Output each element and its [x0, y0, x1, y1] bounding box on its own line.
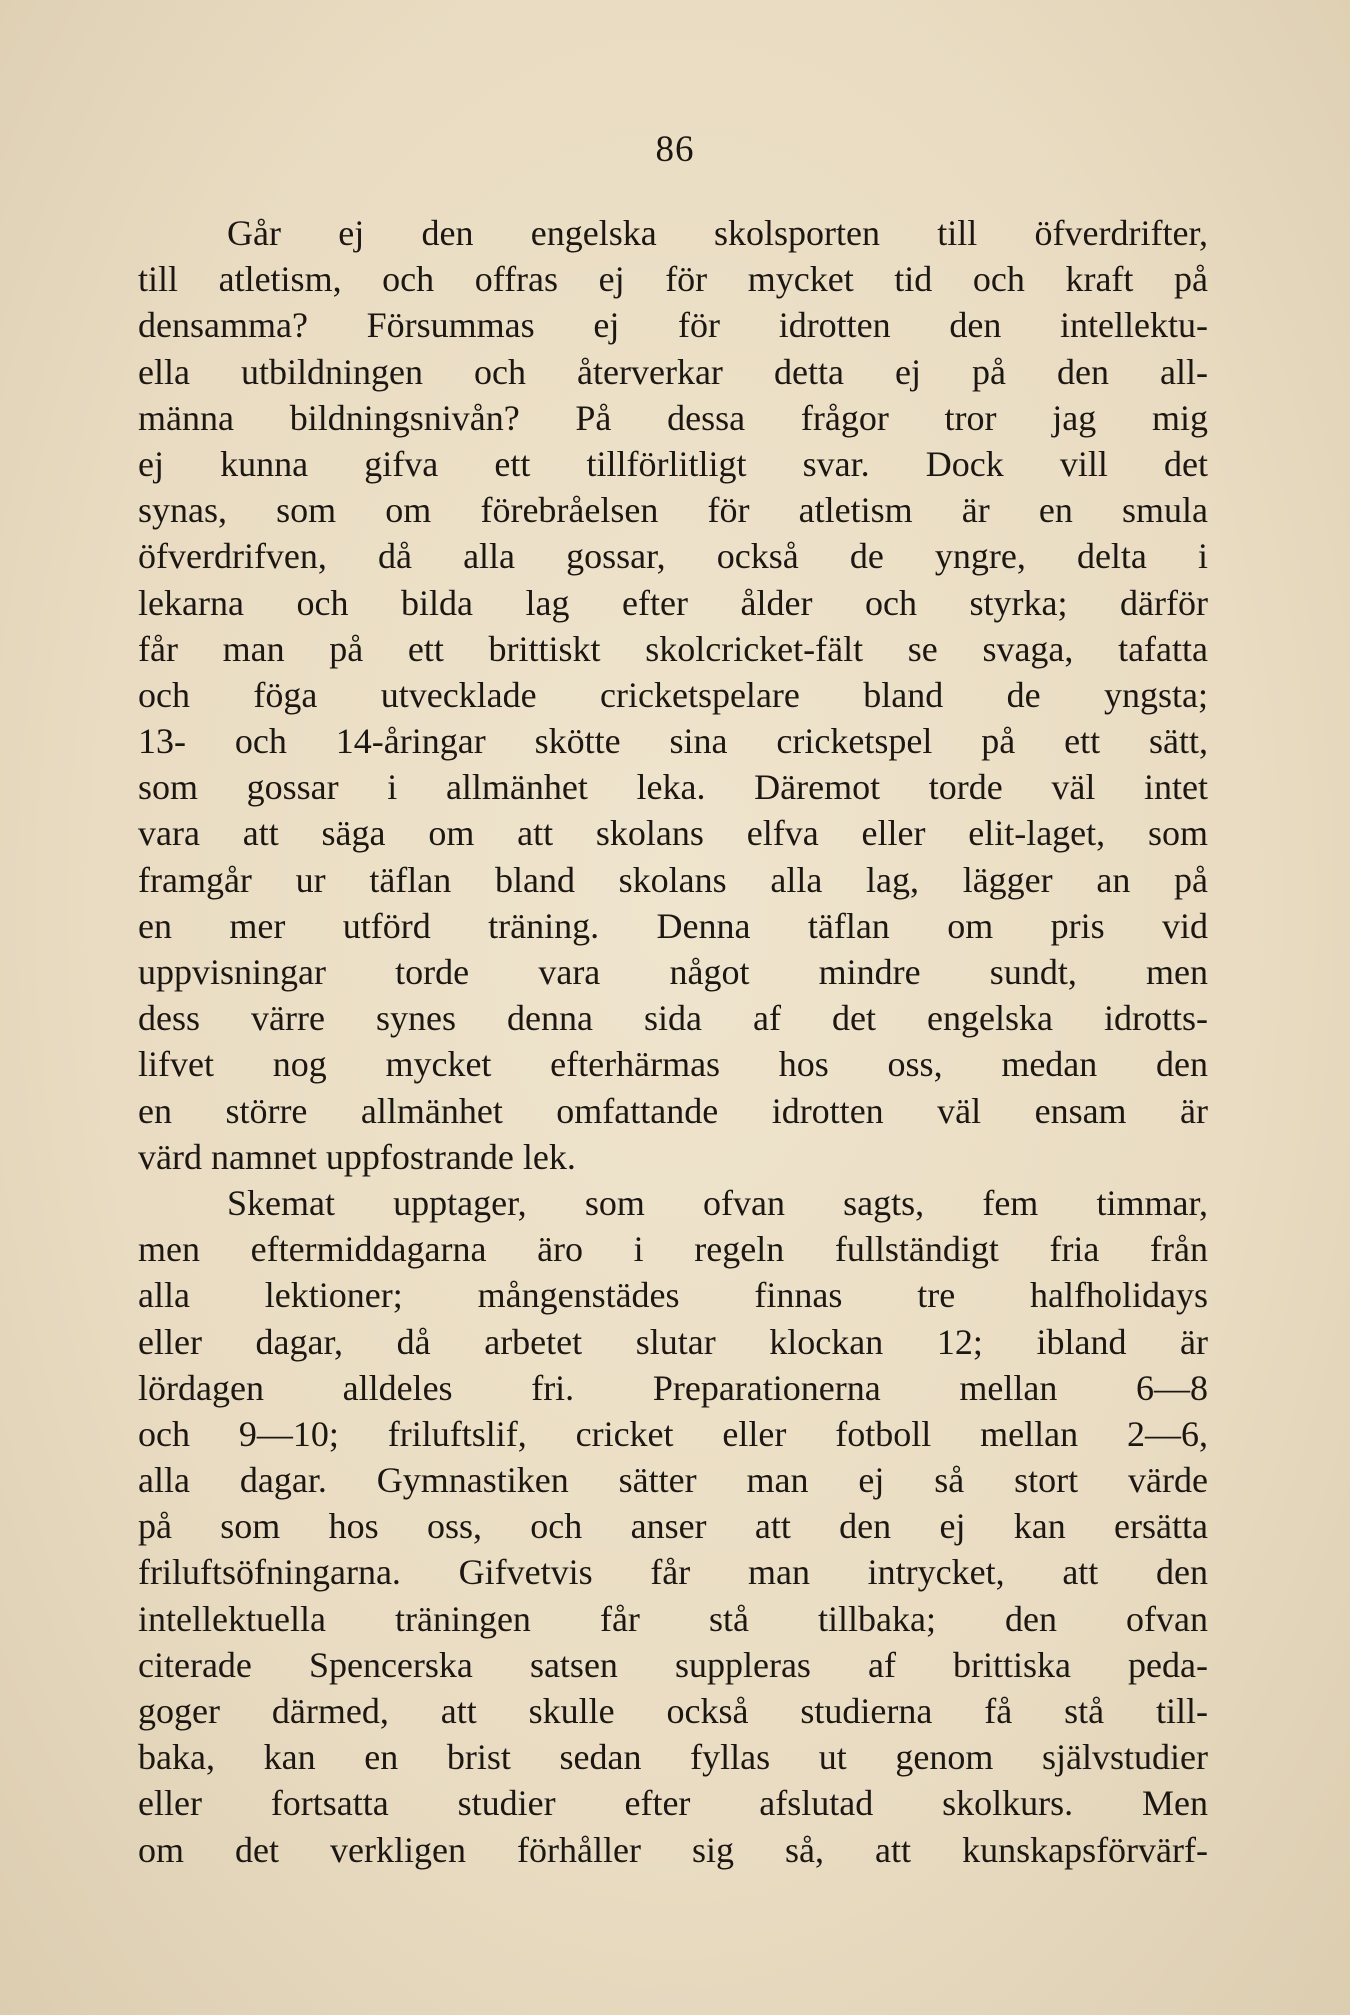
text-line: densamma? Försummas ej för idrotten den intellektu-: [138, 305, 1208, 346]
text-line: alla dagar. Gymnastiken sätter man ej så stort värde: [138, 1460, 1208, 1501]
text-line: dess värre synes denna sida af det engelska idrotts-: [138, 998, 1208, 1039]
text-line: eller fortsatta studier efter afslutad skolkurs. Men: [138, 1783, 1208, 1824]
text-line: om det verkligen förhåller sig så, att kunskapsförvärf-: [138, 1829, 1208, 1870]
text-line: öfverdrifven, då alla gossar, också de yngre, delta i: [138, 536, 1208, 577]
text-line: ej kunna gifva ett tillförlitligt svar. Dock vill det: [138, 443, 1208, 484]
text-line: till atletism, och offras ej för mycket tid och kraft på: [138, 259, 1208, 300]
text-line: goger därmed, att skulle också studierna få stå till-: [138, 1691, 1208, 1731]
text-line: intellektuella träningen får stå tillbaka; den ofvan: [138, 1598, 1208, 1639]
text-line: på som hos oss, och anser att den ej kan ersätta: [138, 1506, 1208, 1547]
paragraph-2: [138, 1180, 1208, 1873]
paragraph-1: [138, 210, 1208, 1180]
text-line: vara att säga om att skolans elfva eller elit-laget, som: [138, 813, 1208, 854]
text-line: Går ej den engelska skolsporten till öfverdrifter,: [227, 213, 1208, 253]
text-line: och föga utvecklade cricketspelare bland de yngsta;: [138, 674, 1208, 715]
text-line: uppvisningar torde vara något mindre sundt, men: [138, 952, 1208, 992]
text-line: citerade Spencerska satsen suppleras af brittiska peda-: [138, 1644, 1208, 1685]
text-line: och 9—10; friluftslif, cricket eller fotboll mellan 2—6,: [138, 1413, 1208, 1454]
text-line: en större allmänhet omfattande idrotten väl ensam är: [138, 1090, 1208, 1131]
page-number: 86: [655, 129, 695, 170]
text-line: männa bildningsnivån? På dessa frågor tror jag mig: [138, 397, 1208, 438]
text-line: lifvet nog mycket efterhärmas hos oss, medan den: [138, 1044, 1208, 1085]
text-line: en mer utförd träning. Denna täflan om pris vid: [138, 905, 1208, 946]
text-line: men eftermiddagarna äro i regeln fullständigt fria från: [138, 1229, 1208, 1270]
text-line: synas, som om förebråelsen för atletism är en smula: [138, 490, 1208, 531]
text-line: lördagen alldeles fri. Preparationerna mellan 6—8: [138, 1367, 1208, 1408]
text-line: får man på ett brittiskt skolcricket-fält se svaga, tafatta: [138, 628, 1208, 669]
text-line: 13- och 14-åringar skötte sina cricketspel på ett sätt,: [138, 721, 1208, 762]
text-line: Skemat upptager, som ofvan sagts, fem timmar,: [227, 1182, 1208, 1223]
text-line: baka, kan en brist sedan fyllas ut genom självstudier: [138, 1737, 1208, 1778]
text-line: alla lektioner; mångenstädes finnas tre halfholidays: [138, 1275, 1208, 1316]
text-line: ella utbildningen och återverkar detta ej på den all-: [138, 351, 1208, 392]
text-line: som gossar i allmänhet leka. Däremot torde väl intet: [138, 767, 1208, 808]
text-line: framgår ur täflan bland skolans alla lag, lägger an på: [138, 859, 1208, 900]
text-line: eller dagar, då arbetet slutar klockan 12; ibland är: [138, 1321, 1208, 1362]
text-line: friluftsöfningarna. Gifvetvis får man intrycket, att den: [138, 1552, 1208, 1593]
body-text: [138, 210, 1208, 1873]
text-line: värd namnet uppfostrande lek.: [138, 1136, 576, 1177]
text-line: lekarna och bilda lag efter ålder och styrka; därför: [138, 582, 1208, 623]
